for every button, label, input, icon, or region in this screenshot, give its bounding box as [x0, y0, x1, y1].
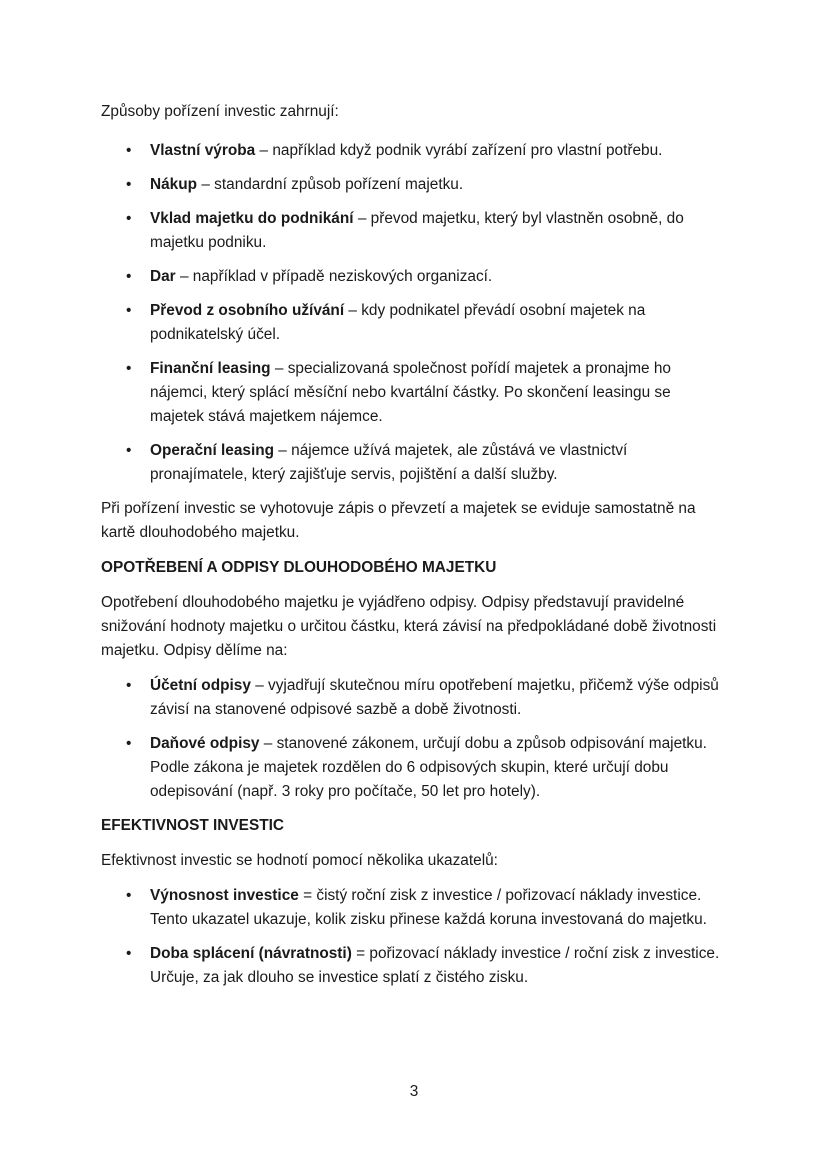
item-term: Operační leasing [150, 442, 275, 459]
item-term: Převod z osobního užívání [150, 302, 345, 319]
item-term: Vlastní výroba [150, 142, 256, 159]
item-text: – standardní způsob pořízení majetku. [197, 176, 464, 193]
item-text: = čistý roční zisk z investice / pořizovací náklady investice. Tento ukazatel ukazuje, kolik zisku přinese každá koruna investovaná do majetku. [150, 887, 707, 928]
list-item [126, 357, 728, 429]
acquisition-methods-list [101, 139, 728, 487]
item-text: – kdy podnikatel převádí osobní majetek na podnikatelský účel. [150, 302, 646, 343]
bullet-icon: • [126, 735, 132, 752]
item-term: Finanční leasing [150, 360, 271, 377]
item-term: Účetní odpisy [150, 677, 251, 694]
bullet-icon: • [126, 210, 132, 227]
item-term: Doba splácení (návratnosti) [150, 945, 352, 962]
list-item [126, 299, 728, 347]
bullet-icon: • [126, 887, 132, 904]
list-item [126, 884, 728, 932]
list-item [126, 674, 728, 722]
item-text: = pořizovací náklady investice / roční zisk z investice. Určuje, za jak dlouho se investice splatí z čistého zisku. [150, 945, 720, 986]
list-item [126, 439, 728, 487]
intro-text: Způsoby pořízení investic zahrnují: [101, 103, 339, 120]
section-heading-depreciation: OPOTŘEBENÍ A ODPISY DLOUHODOBÉHO MAJETKU [101, 559, 497, 576]
bullet-icon: • [126, 176, 132, 193]
list-item [126, 942, 728, 990]
depreciation-paragraph: Opotřebení dlouhodobého majetku je vyjádřeno odpisy. Odpisy představují pravidelné snižování hodnoty majetku o určitou částku, která závisí na předpokládané době životnosti majetku. Odpisy dělíme na: [101, 594, 717, 659]
bullet-icon: • [126, 268, 132, 285]
item-text: – vyjadřují skutečnou míru opotřebení majetku, přičemž výše odpisů závisí na stanovené odpisové sazbě a době životnosti. [150, 677, 719, 718]
list-item [126, 207, 728, 255]
bullet-icon: • [126, 142, 132, 159]
item-term: Daňové odpisy [150, 735, 260, 752]
bullet-icon: • [126, 302, 132, 319]
bullet-icon: • [126, 442, 132, 459]
bullet-icon: • [126, 360, 132, 377]
bullet-icon: • [126, 677, 132, 694]
section-heading-efficiency: EFEKTIVNOST INVESTIC [101, 817, 284, 834]
item-term: Dar [150, 268, 176, 285]
bullet-icon: • [126, 945, 132, 962]
item-text: – stanovené zákonem, určují dobu a způsob odpisování majetku. Podle zákona je majetek rozdělen do 6 odpisových skupin, které určují dobu odepisování (např. 3 roky pro počítače, 50 let pro hotely). [150, 735, 707, 800]
item-text: – například v případě neziskových organizací. [175, 268, 493, 285]
item-text: – nájemce užívá majetek, ale zůstává ve vlastnictví pronajímatele, který zajišťuje servis, pojištění a další služby. [150, 442, 628, 483]
list-item [126, 265, 728, 289]
efficiency-paragraph: Efektivnost investic se hodnotí pomocí několika ukazatelů: [101, 852, 498, 869]
list-item [126, 732, 728, 804]
item-text: – převod majetku, který byl vlastněn osobně, do majetku podniku. [150, 210, 684, 251]
depreciation-types-list [101, 674, 728, 804]
item-text: – specializovaná společnost pořídí majetek a pronajme ho nájemci, který splácí měsíční nebo kvartální částky. Po skončení leasingu se majetek stává majetkem nájemce. [150, 360, 671, 425]
item-text: – například když podnik vyrábí zařízení pro vlastní potřebu. [255, 142, 663, 159]
item-term: Výnosnost investice [150, 887, 299, 904]
page-number: 3 [409, 1083, 419, 1100]
acquisition-note: Při pořízení investic se vyhotovuje zápis o převzetí a majetek se eviduje samostatně na kartě dlouhodobého majetku. [101, 500, 696, 541]
list-item [126, 173, 728, 197]
list-item [126, 139, 728, 163]
item-term: Nákup [150, 176, 198, 193]
item-term: Vklad majetku do podnikání [150, 210, 354, 227]
efficiency-indicators-list [101, 884, 728, 990]
